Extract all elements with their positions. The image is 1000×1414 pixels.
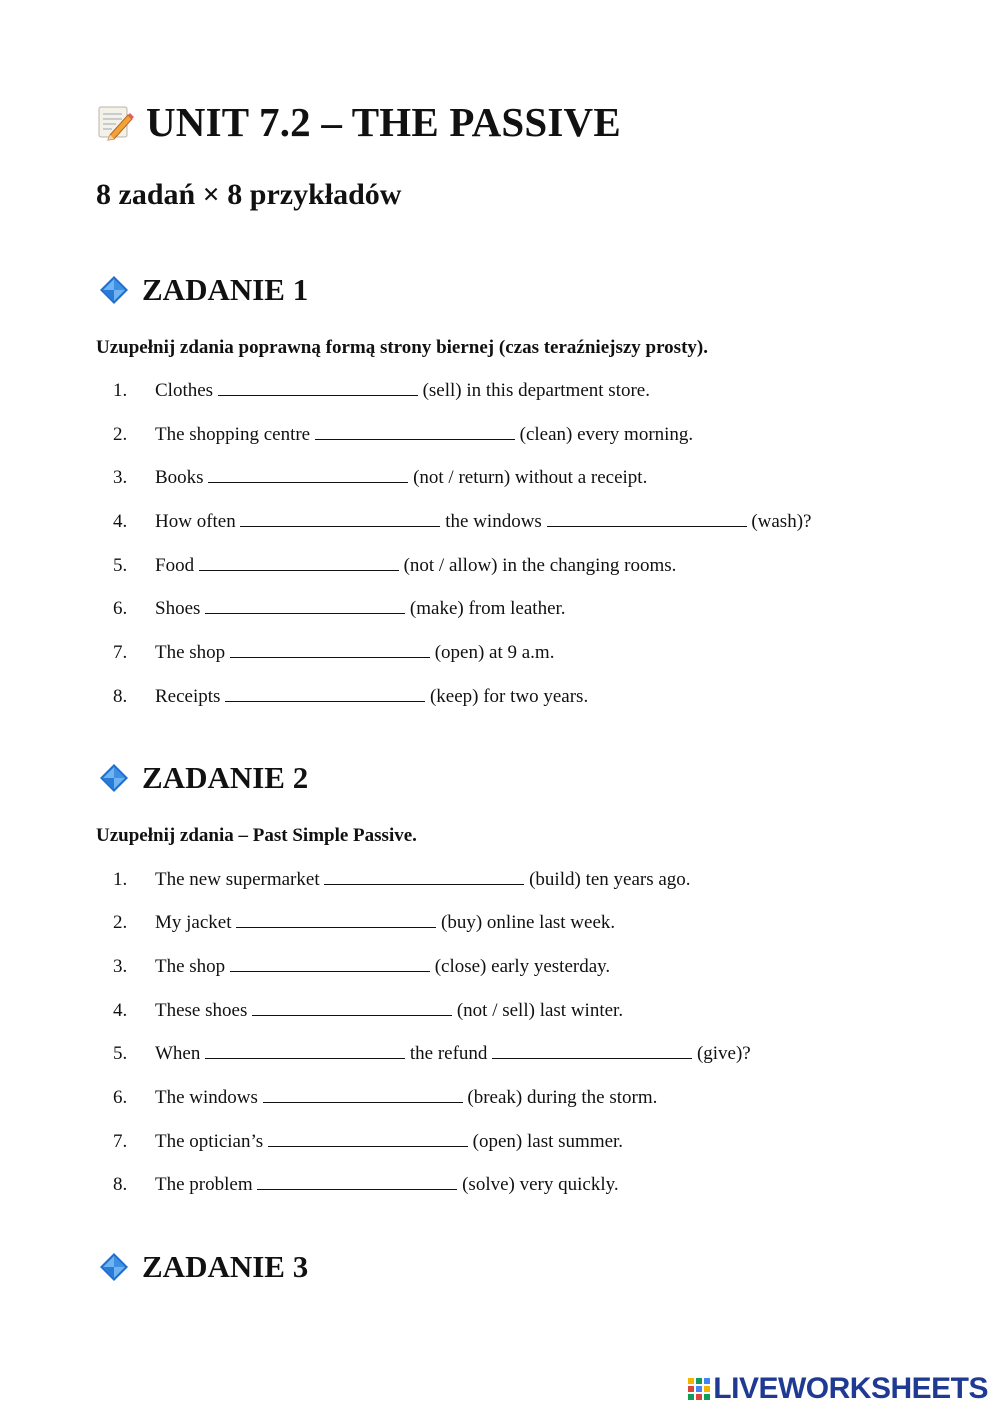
section-3-heading [98,1249,308,1285]
exercise-item [113,686,588,708]
item-text-before: The problem [155,1174,253,1195]
exercise-item [113,1174,619,1196]
item-text-after: (clean) every morning. [519,424,694,445]
blue-diamond-icon [98,1251,130,1283]
answer-blank[interactable] [218,380,418,396]
item-text-after: (sell) in this department store. [422,380,650,401]
item-number: 4. [113,1000,128,1021]
liveworksheets-logo-icon [688,1378,710,1400]
item-number: 6. [113,1087,128,1108]
item-number: 8. [113,686,128,707]
answer-blank[interactable] [230,642,430,658]
item-text-before: Receipts [155,686,221,707]
item-number: 1. [113,380,128,401]
section-2-heading [98,760,308,796]
section-2-instruction: Uzupełnij zdania – Past Simple Passive. [96,825,417,846]
exercise-item [113,555,676,577]
logo-text: LIVEWORKSHEETS [713,1372,988,1405]
item-number: 8. [113,1174,128,1195]
item-text-before: How often [155,511,236,532]
item-text-middle: the refund [409,1043,488,1064]
liveworksheets-logo[interactable] [688,1372,988,1406]
item-number: 1. [113,869,128,890]
section-title: ZADANIE 3 [142,1249,309,1284]
item-text-after: (buy) online last week. [441,912,616,933]
item-text-before: Shoes [155,598,201,619]
answer-blank[interactable] [225,686,425,702]
answer-blank[interactable] [315,424,515,440]
item-text-before: Books [155,467,204,488]
answer-blank[interactable] [252,1000,452,1016]
item-number: 5. [113,1043,128,1064]
item-text-after: (wash)? [751,511,812,532]
item-number: 3. [113,956,128,977]
item-text-after: (close) early yesterday. [434,956,611,977]
answer-blank[interactable] [199,555,399,571]
answer-blank[interactable] [208,467,408,483]
exercise-item [113,869,691,891]
item-number: 7. [113,1131,128,1152]
item-text-before: The shop [155,956,226,977]
exercise-item [113,912,615,934]
item-number: 3. [113,467,128,488]
section-1-heading [98,272,308,308]
answer-blank[interactable] [324,869,524,885]
item-number: 2. [113,912,128,933]
answer-blank[interactable] [236,912,436,928]
item-text-after: (make) from leather. [409,598,566,619]
item-text-after: (open) at 9 a.m. [434,642,555,663]
item-number: 5. [113,555,128,576]
answer-blank[interactable] [263,1087,463,1103]
item-text-before: These shoes [155,1000,248,1021]
exercise-item [113,956,610,978]
answer-blank[interactable] [268,1131,468,1147]
item-text-after: (solve) very quickly. [462,1174,619,1195]
memo-pencil-icon [96,103,134,141]
section-1-instruction: Uzupełnij zdania poprawną formą strony biernej (czas teraźniejszy prosty). [96,337,708,358]
item-text-after: (build) ten years ago. [529,869,691,890]
item-text-before: The shopping centre [155,424,311,445]
item-text-before: The new supermarket [155,869,320,890]
exercise-item [113,424,693,446]
exercise-item [113,1043,751,1065]
exercise-item [113,1087,657,1109]
item-text-before: The shop [155,642,226,663]
item-text-after: (not / sell) last winter. [456,1000,624,1021]
exercise-item [113,642,554,664]
item-text-after: (break) during the storm. [467,1087,658,1108]
answer-blank[interactable] [240,511,440,527]
item-text-after: (not / allow) in the changing rooms. [403,555,677,576]
exercise-item [113,380,650,402]
item-text-middle: the windows [445,511,542,532]
section-title: ZADANIE 2 [142,760,309,795]
exercise-item [113,467,647,489]
item-text-before: When [155,1043,201,1064]
answer-blank[interactable] [205,598,405,614]
item-text-before: Food [155,555,195,576]
answer-blank[interactable] [492,1043,692,1059]
item-number: 7. [113,642,128,663]
item-number: 4. [113,511,128,532]
item-text-before: The optician’s [155,1131,264,1152]
answer-blank[interactable] [547,511,747,527]
item-text-after: (keep) for two years. [429,686,589,707]
exercise-item [113,511,811,533]
item-number: 6. [113,598,128,619]
exercise-item [113,1131,623,1153]
answer-blank[interactable] [230,956,430,972]
item-text-before: The windows [155,1087,258,1108]
exercise-item [113,598,566,620]
item-number: 2. [113,424,128,445]
blue-diamond-icon [98,762,130,794]
answer-blank[interactable] [257,1174,457,1190]
title-row [96,98,621,146]
section-title: ZADANIE 1 [142,272,309,307]
blue-diamond-icon [98,274,130,306]
item-text-after: (open) last summer. [472,1131,624,1152]
item-text-after: (not / return) without a receipt. [413,467,648,488]
page-title: UNIT 7.2 – THE PASSIVE [146,99,621,145]
page-subtitle: 8 zadań × 8 przykładów [96,178,402,211]
exercise-item [113,1000,623,1022]
answer-blank[interactable] [205,1043,405,1059]
item-text-after: (give)? [696,1043,751,1064]
item-text-before: Clothes [155,380,214,401]
item-text-before: My jacket [155,912,232,933]
